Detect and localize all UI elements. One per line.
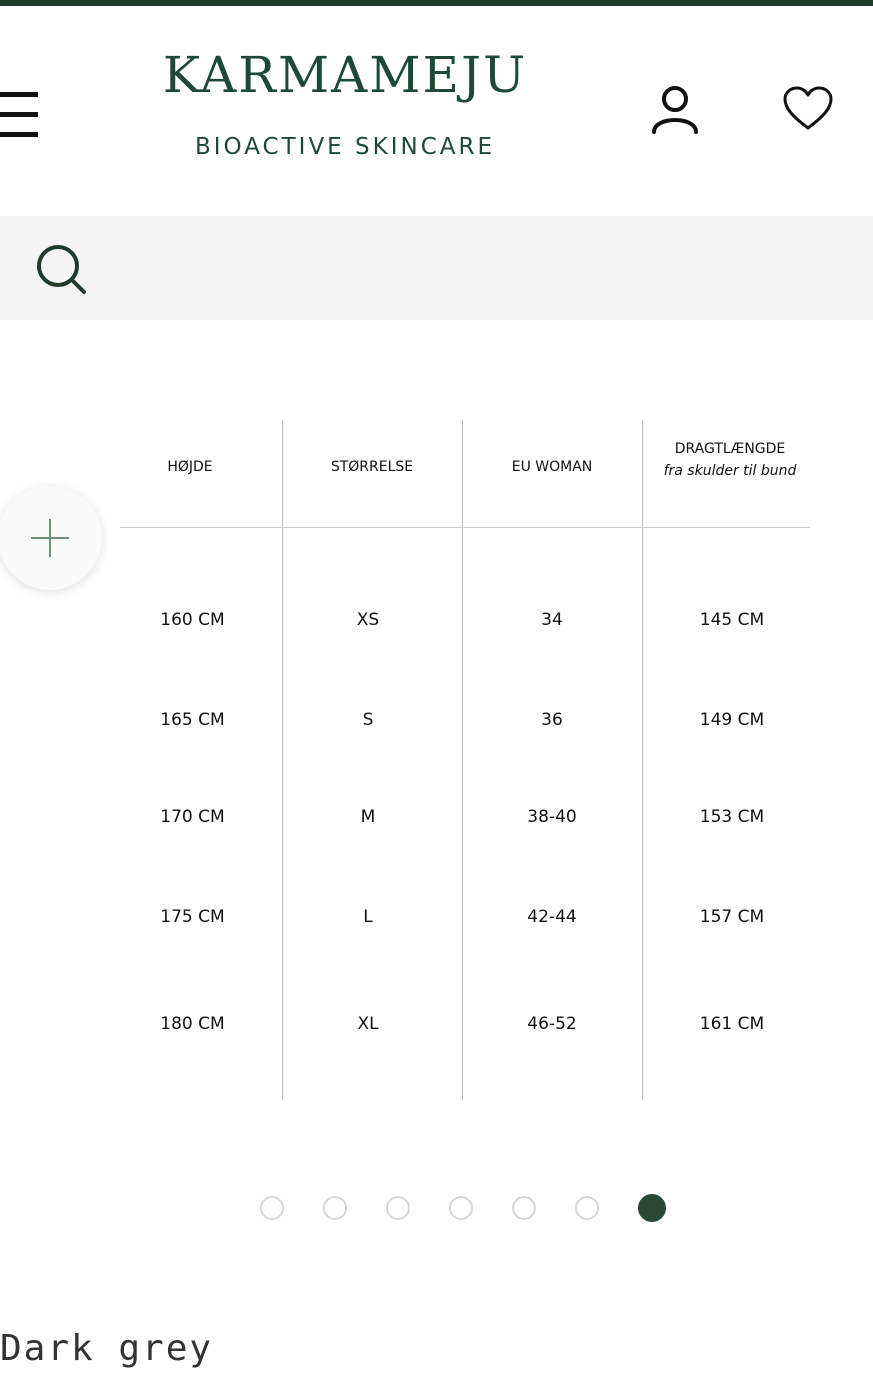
table-cell: 145 CM xyxy=(699,610,765,630)
table-cell: 42-44 xyxy=(527,907,577,927)
header-label: EU WOMAN xyxy=(511,459,593,475)
table-cell: 149 CM xyxy=(699,710,765,730)
brand-logo[interactable] xyxy=(140,46,550,160)
header-suit-length xyxy=(650,438,810,482)
menu-button[interactable] xyxy=(0,92,40,140)
carousel-dot[interactable] xyxy=(386,1196,410,1220)
carousel-dot[interactable] xyxy=(260,1196,284,1220)
carousel-dot[interactable] xyxy=(323,1196,347,1220)
brand-name: KARMAMEJU xyxy=(162,46,528,104)
header-height xyxy=(120,456,260,478)
size-chart xyxy=(0,418,873,1108)
table-cell: 160 CM xyxy=(160,610,225,630)
search-icon xyxy=(34,242,88,296)
column-divider xyxy=(642,420,643,1100)
table-cell: 165 CM xyxy=(160,710,225,730)
table-cell: 34 xyxy=(541,610,563,630)
column-divider xyxy=(282,420,283,1100)
header-size xyxy=(292,456,452,478)
account-icon xyxy=(650,84,700,136)
table-cell: S xyxy=(362,710,374,730)
table-cell: 46-52 xyxy=(527,1014,577,1034)
heart-icon xyxy=(782,86,834,132)
table-cell: L xyxy=(363,907,373,927)
search-input[interactable] xyxy=(110,232,834,304)
table-cell: 180 CM xyxy=(160,1014,225,1034)
site-header xyxy=(0,6,873,216)
header-label: DRAGTLÆNGDE xyxy=(674,441,786,457)
table-cell: 153 CM xyxy=(699,807,765,827)
header-eu-woman xyxy=(472,456,632,478)
plus-icon xyxy=(0,486,102,590)
header-label: HØJDE xyxy=(167,459,213,475)
table-cell: 161 CM xyxy=(699,1014,765,1034)
account-button[interactable] xyxy=(650,84,700,136)
column-divider xyxy=(462,420,463,1100)
table-cell: M xyxy=(360,807,376,827)
header-divider xyxy=(120,527,810,528)
carousel-dot-active[interactable] xyxy=(638,1194,666,1222)
table-cell: 36 xyxy=(541,710,563,730)
table-cell: XS xyxy=(356,610,380,630)
search-button[interactable] xyxy=(34,242,88,300)
table-cell: 38-40 xyxy=(527,807,577,827)
carousel-dot[interactable] xyxy=(449,1196,473,1220)
zoom-button[interactable] xyxy=(0,486,102,590)
header-sublabel: fra skulder til bund xyxy=(663,463,797,479)
carousel-dot[interactable] xyxy=(575,1196,599,1220)
product-color-name: Dark grey xyxy=(0,1328,214,1369)
table-cell: XL xyxy=(357,1014,379,1034)
wishlist-button[interactable] xyxy=(782,86,834,132)
header-label: STØRRELSE xyxy=(330,459,414,475)
carousel-dot[interactable] xyxy=(512,1196,536,1220)
table-cell: 175 CM xyxy=(160,907,225,927)
table-cell: 170 CM xyxy=(160,807,225,827)
table-cell: 157 CM xyxy=(699,907,765,927)
brand-tagline: BIOACTIVE SKINCARE xyxy=(194,134,496,160)
